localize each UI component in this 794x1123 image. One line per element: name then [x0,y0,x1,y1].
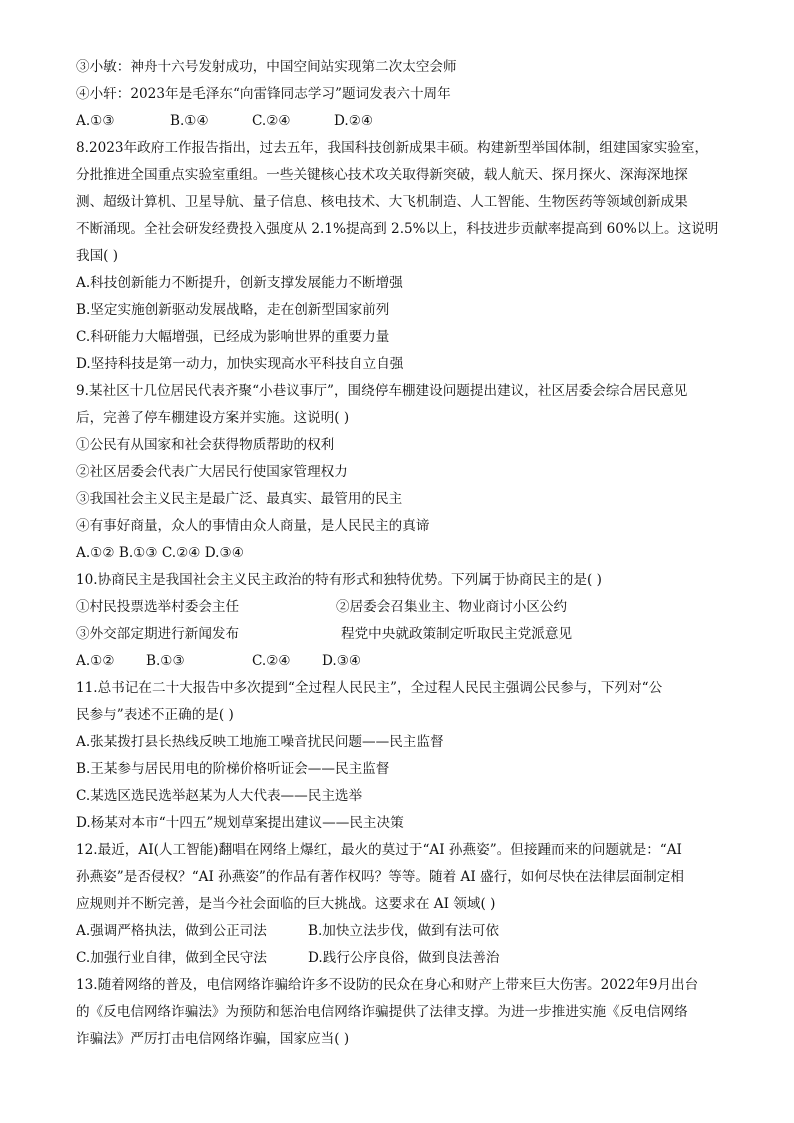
q9-stem: 9.某社区十几位居民代表齐聚“小巷议事厅”，围绕停车棚建设问题提出建议，社区居委会综合居民意见 [76,383,688,399]
q10-item: ①村民投票选举村委会主任 [76,599,240,615]
q11-stem: 民参与”表述不正确的是( ) [76,707,234,723]
q8-option-d: D.坚持科技是第一动力，加快实现高水平科技自立自强 [76,356,404,372]
q8-option-b: B.坚定实施创新驱动发展战略，走在创新型国家前列 [76,302,390,318]
q8-stem: 测、超级计算机、卫星导航、量子信息、核电技术、大飞机制造、人工智能、生物医药等领域创新成果 [76,194,688,210]
q12-stem: 应规则并不断完善，是当今社会面临的巨大挑战。这要求在 AI 领域( ) [76,896,496,912]
q8-option-a: A.科技创新能力不断提升，创新支撑发展能力不断增强 [76,275,403,291]
q8-stem: 我国( ) [76,248,119,264]
q11-option-d: D.杨某对本市“十四五”规划草案提出建议——民主决策 [76,815,404,831]
q12-stem: 孙燕姿”是否侵权？“AI 孙燕姿”的作品有著作权吗？等等。随着 AI 盛行，如何尽快在法律层面制定相 [76,869,684,885]
q9-stem: 后，完善了停车棚建设方案并实施。这说明( ) [76,410,350,426]
q9-item: ③我国社会主义民主是最广泛、最真实、最管用的民主 [76,491,403,507]
q9-item: ①公民有从国家和社会获得物质帮助的权利 [76,437,335,453]
q10-item: ②居委会召集业主、物业商讨小区公约 [336,599,568,615]
q10-stem: 10.协商民主是我国社会主义民主政治的特有形式和独特优势。下列属于协商民主的是( ) [76,572,602,588]
option-a: A.①③ [76,113,115,129]
q9-options: A.①② B.①③ C.②④ D.③④ [76,545,244,561]
q8-option-c: C.科研能力大幅增强，已经成为影响世界的重要力量 [76,329,390,345]
option-d: D.③④ [322,653,362,669]
text-line: ④小轩：2023年是毛泽东“向雷锋同志学习”题词发表六十周年 [76,86,451,102]
q8-stem: 8.2023年政府工作报告指出，过去五年，我国科技创新成果丰硕。构建新型举国体制，组建国家实验室， [76,140,709,156]
option-c: C.加强行业自律，做到全民守法 [76,950,267,966]
option-c: C.②④ [252,653,291,669]
q13-stem: 的《反电信网络诈骗法》为预防和惩治电信网络诈骗提供了法律支撑。为进一步推进实施《反电信网络 [76,1004,688,1020]
q13-stem: 诈骗法》严厉打击电信网络诈骗，国家应当( ) [76,1031,350,1047]
option-c: C.②④ [252,113,291,129]
q11-stem: 11.总书记在二十大报告中多次提到“全过程人民民主”，全过程人民民主强调公民参与，下列对“公 [76,680,663,696]
option-a: A.①② [76,653,115,669]
option-d: D.②④ [334,113,374,129]
q12-stem: 12.最近，AI(人工智能)翻唱在网络上爆红，最火的莫过于“AI 孙燕姿”。但接踵而来的问题就是：“AI [76,842,682,858]
q9-item: ④有事好商量，众人的事情由众人商量，是人民民主的真谛 [76,518,430,534]
q11-option-a: A.张某拨打县长热线反映工地施工噪音扰民问题——民主监督 [76,734,444,750]
q11-option-b: B.王某参与居民用电的阶梯价格听证会——民主监督 [76,761,390,777]
option-b: B.①④ [170,113,209,129]
q8-stem: 不断涌现。全社会研发经费投入强度从 2.1%提高到 2.5%以上，科技进步贡献率提高到 60%以上。这说明 [76,221,719,237]
q8-stem: 分批推进全国重点实验室重组。一些关键核心技术攻关取得新突破，载人航天、探月探火、深海深地探 [76,167,688,183]
text-line: ③小敏：神舟十六号发射成功，中国空间站实现第二次太空会师 [76,59,457,75]
q10-item: ③外交部定期进行新闻发布 [76,626,240,642]
option-b: B.加快立法步伐，做到有法可依 [308,923,500,939]
q9-item: ②社区居委会代表广大居民行使国家管理权力 [76,464,348,480]
option-a: A.强调严格执法，做到公正司法 [76,923,267,939]
q11-option-c: C.某选区选民选举赵某为人大代表——民主选举 [76,788,363,804]
option-d: D.践行公序良俗，做到良法善治 [308,950,500,966]
q13-stem: 13.随着网络的普及，电信网络诈骗给许多不设防的民众在身心和财产上带来巨大伤害。2022年9月出台 [76,977,699,993]
option-b: B.①③ [146,653,185,669]
q10-item: 程党中央就政策制定听取民主党派意见 [341,626,573,642]
